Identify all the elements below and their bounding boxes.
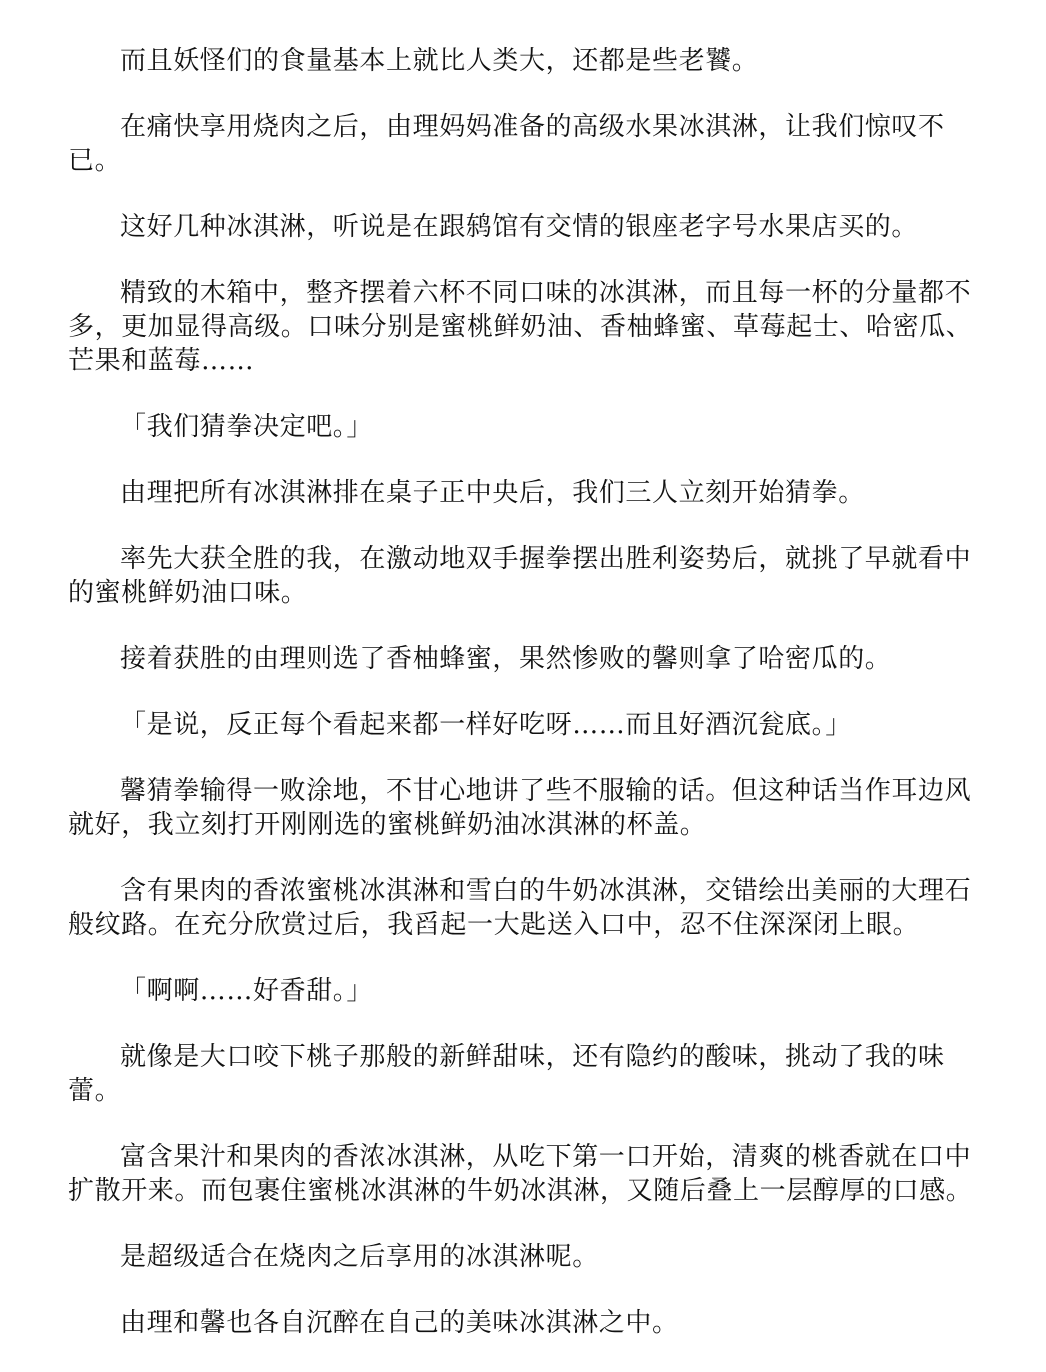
paragraph: 在痛快享用烧肉之后，由理妈妈准备的高级水果冰淇淋，让我们惊叹不已。 (68, 112, 945, 176)
dialogue-paragraph: 「是说，反正每个看起来都一样好吃呀……而且好酒沉瓮底。」 (120, 710, 852, 740)
dialogue-paragraph: 「啊啊……好香甜。」 (120, 976, 374, 1006)
dialogue-paragraph: 「我们猜拳决定吧。」 (120, 412, 374, 442)
paragraph: 而且妖怪们的食量基本上就比人类大，还都是些老饕。 (120, 46, 759, 76)
paragraph: 含有果肉的香浓蜜桃冰淇淋和雪白的牛奶冰淇淋，交错绘出美丽的大理石般纹路。在充分欣赏过后，我舀起一大匙送入口中，忍不住深深闭上眼。 (68, 876, 972, 940)
paragraph: 由理和馨也各自沉醉在自己的美味冰淇淋之中。 (120, 1308, 679, 1338)
paragraph: 精致的木箱中，整齐摆着六杯不同口味的冰淇淋，而且每一杯的分量都不多，更加显得高级。口味分别是蜜桃鲜奶油、香柚蜂蜜、草莓起士、哈密瓜、芒果和蓝莓…… (68, 278, 973, 376)
paragraph: 由理把所有冰淇淋排在桌子正中央后，我们三人立刻开始猜拳。 (120, 478, 865, 508)
paragraph: 是超级适合在烧肉之后享用的冰淇淋呢。 (120, 1242, 599, 1272)
paragraph: 馨猜拳输得一败涂地，不甘心地讲了些不服输的话。但这种话当作耳边风就好，我立刻打开刚刚选的蜜桃鲜奶油冰淇淋的杯盖。 (68, 776, 972, 840)
paragraph: 富含果汁和果肉的香浓冰淇淋，从吃下第一口开始，清爽的桃香就在口中扩散开来。而包裹住蜜桃冰淇淋的牛奶冰淇淋，又随后叠上一层醇厚的口感。 (68, 1142, 973, 1206)
document-page (68, 44, 978, 1372)
paragraph: 接着获胜的由理则选了香柚蜂蜜，果然惨败的馨则拿了哈密瓜的。 (120, 644, 892, 674)
paragraph: 率先大获全胜的我，在激动地双手握拳摆出胜利姿势后，就挑了早就看中的蜜桃鲜奶油口味。 (68, 544, 972, 608)
paragraph: 这好几种冰淇淋，听说是在跟鸫馆有交情的银座老字号水果店买的。 (120, 212, 919, 242)
paragraph: 就像是大口咬下桃子那般的新鲜甜味，还有隐约的酸味，挑动了我的味蕾。 (68, 1042, 945, 1106)
